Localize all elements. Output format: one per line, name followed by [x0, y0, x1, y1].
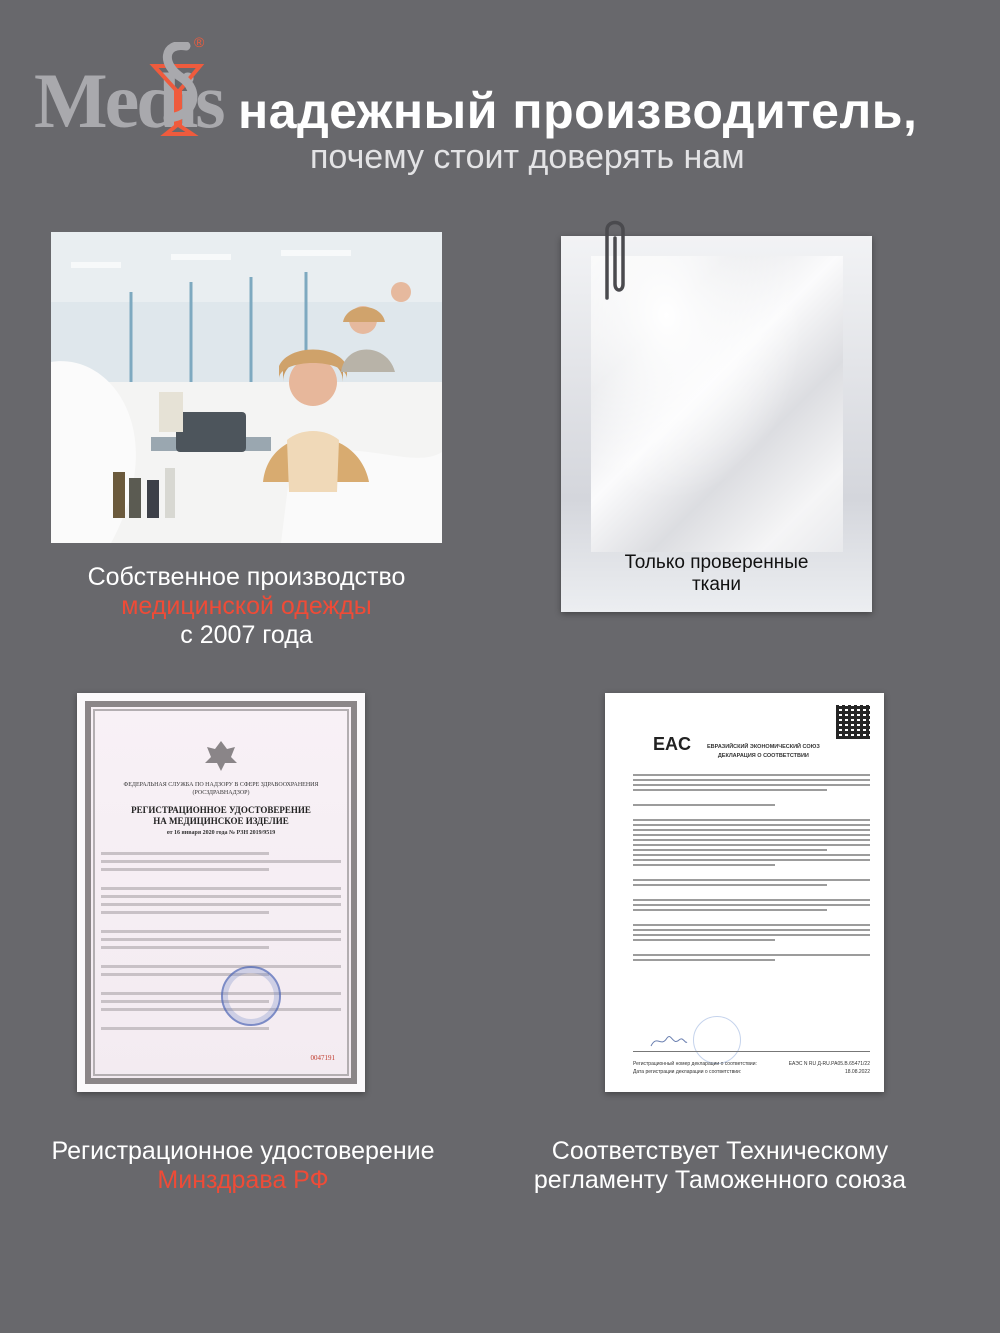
- logo-wordmark: Medis: [34, 57, 223, 144]
- registration-caption: [0, 1137, 486, 1195]
- declaration-reg-date: 18.08.2022: [844, 1069, 870, 1075]
- registration-line1: Регистрационное удостоверение: [51, 1137, 435, 1165]
- production-accent: медицинской одежды: [121, 592, 372, 620]
- registered-mark: ®: [194, 34, 205, 50]
- factory-photo: [51, 232, 442, 543]
- declaration-body: [633, 771, 870, 964]
- declaration-header: [707, 743, 820, 761]
- production-caption: [51, 563, 442, 650]
- signature-icon: [649, 1032, 689, 1050]
- registration-certificate: [77, 693, 365, 1092]
- compliance-caption: [520, 1137, 920, 1195]
- logo-goblet-icon: [138, 42, 218, 142]
- declaration-stamp: [693, 1016, 741, 1064]
- fabric-card: [561, 236, 872, 612]
- production-line1: Собственное производство: [87, 563, 406, 591]
- qr-code-icon: [836, 705, 870, 739]
- fabric-caption-line1: Только проверенные: [624, 552, 809, 573]
- eagle-emblem-icon: [201, 735, 241, 775]
- declaration-reg-number: ЕАЭС N RU Д-RU.РА05.В.65471/22: [788, 1061, 870, 1067]
- brand-logo: [34, 34, 224, 144]
- certificate-title-line2: НА МЕДИЦИНСКОЕ ИЗДЕЛИЕ: [153, 816, 289, 826]
- certificate-date-number: от 16 января 2020 года № РЗН 2019/9519: [166, 830, 276, 836]
- page-subtitle: почему стоит доверять нам: [310, 138, 745, 176]
- eac-mark: EAC: [653, 734, 692, 754]
- fabric-caption-line2: ткани: [691, 574, 742, 595]
- fabric-caption: [561, 552, 872, 596]
- declaration-title: ДЕКЛАРАЦИЯ О СООТВЕТСТВИИ: [717, 753, 809, 759]
- declaration-of-conformity: EAC ЕВРАЗИЙСКИЙ ЭКОНОМИЧЕСКИЙ СОЮЗ ДЕКЛАРАЦИЯ О СООТВЕТСТВИИ Регистрационный номер декларации о соответствии: ЕАЭС N RU Д-RU.РА05.В.65471/22 Дата регистрации декларации о соответствии: 18.08.2022: [605, 693, 884, 1092]
- production-line3: с 2007 года: [180, 621, 313, 649]
- certificate-stamp: [221, 966, 281, 1026]
- sewing-workshop-illustration: [51, 232, 442, 543]
- certificate-title-line1: РЕГИСТРАЦИОННОЕ УДОСТОВЕРЕНИЕ: [131, 805, 311, 815]
- certificate-serial: 0047191: [310, 1054, 335, 1062]
- compliance-line2: регламенту Таможенного союза: [533, 1166, 907, 1194]
- registration-accent: Минздрава РФ: [157, 1166, 329, 1194]
- page-title: надежный производитель,: [238, 83, 918, 139]
- paperclip-icon: [589, 214, 641, 306]
- certificate-agency: ФЕДЕРАЛЬНАЯ СЛУЖБА ПО НАДЗОРУ В СФЕРЕ ЗДРАВООХРАНЕНИЯ (РОСЗДРАВНАДЗОР): [123, 782, 319, 796]
- compliance-line1: Соответствует Техническому: [551, 1137, 889, 1165]
- declaration-union: ЕВРАЗИЙСКИЙ ЭКОНОМИЧЕСКИЙ СОЮЗ: [707, 744, 820, 750]
